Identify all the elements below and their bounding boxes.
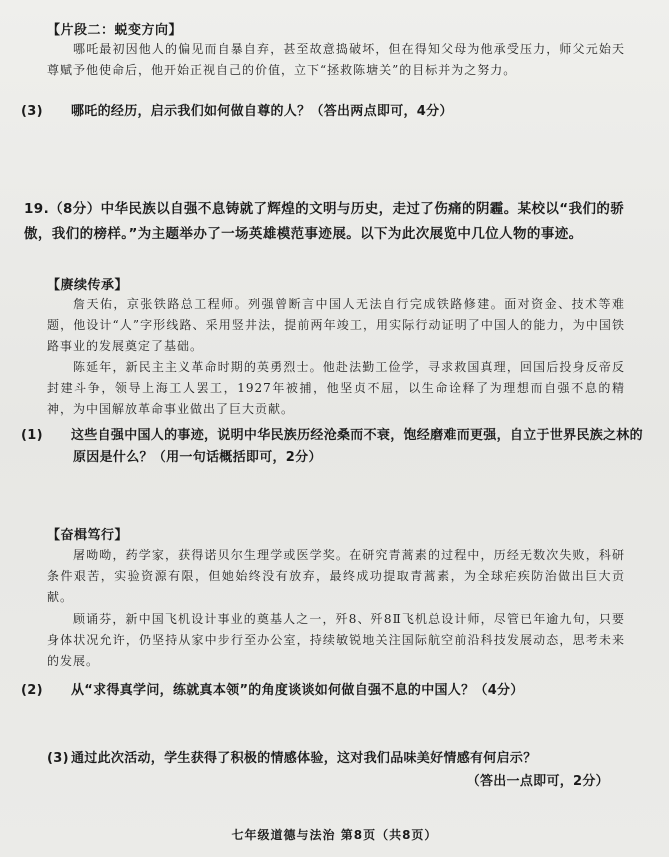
question-text: 从“求得真学问，练就真本领”的角度谈谈如何做自强不息的中国人？（4分） [71,683,524,698]
question-19-3-score-note: （答出一点即可，2分） [466,774,609,789]
question-number: (1) [21,428,43,443]
question-text: 通过此次活动，学生获得了积极的情感体验，这对我们品味美好情感有何启示？ [71,751,537,766]
question-19-1 [21,425,651,469]
tu-youyou-paragraph: 屠呦呦，药学家，获得诺贝尔生理学或医学奖。在研究青蒿素的过程中，历经无数次失败，科研条件艰苦，实验资源有限，但她始终没有放弃，最终成功提取青蒿素，为全球疟疾防治做出巨大贡献。 [47,548,625,604]
question-number: (3) [21,104,43,119]
gu-songfen-paragraph: 顾诵芬，新中国飞机设计事业的奠基人之一，歼8、歼8Ⅱ飞机总设计师，尽管已年逾九旬，只要身体状况允许，仍坚持从家中步行至办公室，持续敏锐地关注国际航空前沿科技发展动态，思考未来的发展。 [47,612,625,668]
page-footer: 七年级道德与法治 第8页（共8页） [231,828,438,842]
section-heading-striving: 【奋楫笃行】 [47,528,129,543]
question-number: (3) [47,751,69,766]
zhan-tianyou-paragraph: 詹天佑，京张铁路总工程师。列强曾断言中国人无法自行完成铁路修建。面对资金、技术等难题，他设计“人”字形线路、采用竖井法，提前两年竣工，用实际行动证明了中国人的能力，为中国铁路事业的发展奠定了基础。 [47,297,625,353]
question-19-2 [21,680,651,702]
question-3-self-respect [21,101,651,123]
section-heading-transformation: 【片段二：蜕变方向】 [47,23,183,38]
question-text: 哪吒的经历，启示我们如何做自尊的人？（答出两点即可，4分） [71,104,453,119]
question-text: 这些自强中国人的事迹，说明中华民族历经沧桑而不衰，饱经磨难而更强，自立于世界民族之林的原因是什么？（用一句话概括即可，2分） [71,428,643,465]
question-19-3 [47,748,625,770]
chen-yannian-paragraph: 陈延年，新民主主义革命时期的英勇烈士。他赴法勤工俭学，寻求救国真理，回国后投身反帝反封建斗争，领导上海工人罢工，1927年被捕，他坚贞不屈，以生命诠释了为理想而自强不息的精神，为中国解放革命事业做出了巨大贡献。 [47,360,625,416]
question-19-intro: 19.（8分）中华民族以自强不息铸就了辉煌的文明与历史，走过了伤痛的阴霾。某校以“我们的骄傲，我们的榜样。”为主题举办了一场英雄模范事迹展。以下为此次展览中几位人物的事迹。 [24,201,625,242]
question-number: (2) [21,683,43,698]
section-heading-inheritance: 【赓续传承】 [47,278,129,293]
nezha-paragraph: 哪吒最初因他人的偏见而自暴自弃，甚至故意捣破坏，但在得知父母为他承受压力，师父元始天尊赋予他使命后，他开始正视自己的价值，立下“拯救陈塘关”的目标并为之努力。 [47,42,625,77]
